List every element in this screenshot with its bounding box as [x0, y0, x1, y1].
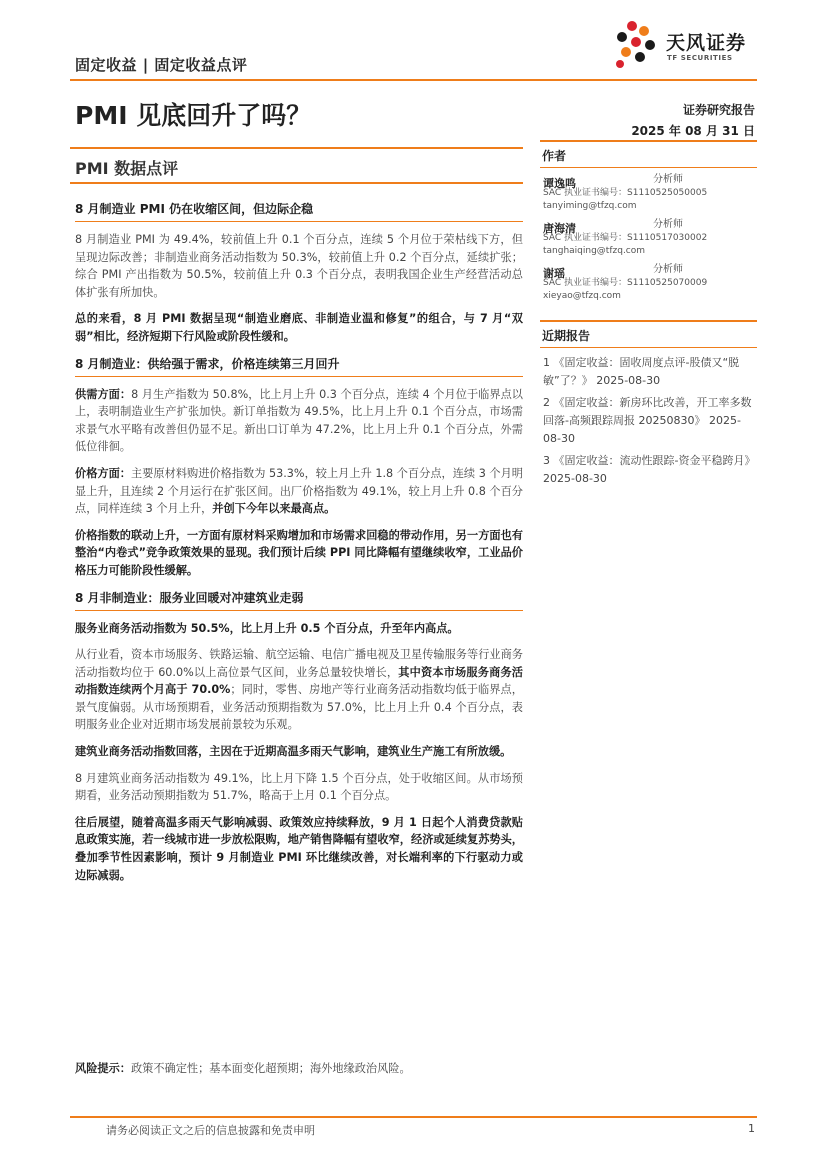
report-category: 固定收益 | 固定收益点评	[75, 56, 248, 74]
report-date: 2025 年 08 月 31 日	[631, 124, 755, 138]
author-cert: SAC 执业证书编号：S1110525050005	[543, 188, 708, 198]
risk-label: 风险提示：	[75, 1062, 131, 1075]
risk-warning	[75, 1060, 411, 1076]
author-name: 谭逸鸣	[543, 177, 576, 190]
subtitle-divider-bottom	[70, 182, 523, 184]
author-row	[543, 262, 757, 280]
section-heading-manufacturing: 8 月制造业 PMI 仍在收缩区间，但边际企稳	[75, 200, 523, 222]
subtitle: PMI 数据点评	[75, 159, 179, 178]
subtitle-divider-top	[70, 147, 523, 149]
page-number: 1	[748, 1122, 755, 1135]
report-link[interactable]: 3 《固定收益：流动性跟踪-资金平稳跨月》 2025-08-30	[543, 454, 756, 485]
paragraph-supply-demand	[75, 386, 523, 456]
authors-title: 作者	[540, 140, 757, 168]
sidebar	[540, 140, 757, 492]
page-title: PMI 见底回升了吗？	[75, 101, 312, 130]
author-row	[543, 217, 757, 235]
author-block	[540, 217, 757, 258]
report-type: 证券研究报告	[682, 103, 755, 117]
disclaimer: 请务必阅读正文之后的信息披露和免责申明	[106, 1124, 315, 1137]
inline-bold: 其中资本市场服务商务活动指数连续两个月高于 70.0%	[75, 665, 523, 697]
paragraph-industries	[75, 646, 523, 734]
paragraph-text: 从行业看，资本市场服务、铁路运输、航空运输、电信广播电视及卫星传输服务等行业商务活动指数均位于 60.0%以上高位景气区间，业务总量较快增长，	[75, 648, 523, 679]
tf-securities-logo-icon	[610, 18, 662, 70]
author-email[interactable]: tanyiming@tfzq.com	[543, 201, 637, 211]
footer-divider	[70, 1116, 757, 1118]
author-row	[543, 172, 757, 190]
paragraph: 8 月制造业 PMI 为 49.4%，较前值上升 0.1 个百分点，连续 5 个月位于荣枯线下方，但呈现边际改善；非制造业商务活动指数为 50.3%，较前值上升 0.2 个百分点，延续扩张；综合 PMI 产出指数为 50.5%，较前值上升 0.3 个百分点，表明我国企业生产经营活动总体扩张有所加快。	[75, 233, 523, 299]
bold-paragraph: 价格指数的联动上升，一方面有原材料采购增加和市场需求回稳的带动作用，另一方面也有整治“内卷式”竞争政策效果的显现。我们预计后续 PPI 同比降幅有望继续收窄，工业品价格压力可能阶段性缓解。	[75, 528, 523, 577]
author-email[interactable]: xieyao@tfzq.com	[543, 291, 621, 301]
recent-reports-title: 近期报告	[540, 320, 757, 348]
report-link[interactable]: 1 《固定收益：固收周度点评-股债又“脱敏”了？》 2025-08-30	[543, 356, 740, 387]
author-role: 分析师	[653, 264, 683, 275]
risk-text: 政策不确定性；基本面变化超预期；海外地缘政治风险。	[130, 1062, 411, 1075]
paragraph-text: ；同时，零售、房地产等行业商务活动指数均低于临界点，景气度偏弱。从市场预期看，业务活动预期指数为 57.0%，比上月上升 0.4 个百分点，表明服务业企业对近期市场发展前景较为乐观。	[75, 683, 523, 732]
main-content	[75, 200, 523, 893]
section-heading-supply-demand: 8 月制造业：供给强于需求，价格连续第三月回升	[75, 355, 523, 377]
paragraph: 8 月建筑业商务活动指数为 49.1%，比上月下降 1.5 个百分点，处于收缩区间。从市场预期看，业务活动预期指数为 51.7%，略高于上月 0.1 个百分点。	[75, 771, 523, 803]
logo-text: 天风证券	[666, 32, 747, 54]
author-block	[540, 262, 757, 303]
bold-paragraph: 服务业商务活动指数为 50.5%，比上月上升 0.5 个百分点，升至年内高点。	[75, 621, 459, 635]
logo-subtext: TF SECURITIES	[667, 54, 733, 62]
paragraph-text: 8 月生产指数为 50.8%，比上月上升 0.3 个百分点，连续 4 个月位于临界点以上，表明制造业生产扩张加快。新订单指数为 49.5%，比上月上升 0.1 个百分点，市场需求景气水平略有改善但仍显不足。新出口订单为 47.2%，比上月上升 0.1 个百分点，外需低位徘徊。	[75, 387, 523, 454]
inline-bold: 并创下今年以来最高点。	[212, 502, 336, 516]
recent-reports-list	[540, 348, 757, 488]
section-heading-non-manufacturing: 8 月非制造业：服务业回暖对冲建筑业走弱	[75, 589, 523, 611]
author-block	[540, 172, 757, 213]
author-role: 分析师	[653, 174, 683, 185]
bold-paragraph: 建筑业商务活动指数回落，主因在于近期高温多雨天气影响，建筑业生产施工有所放缓。	[75, 745, 512, 759]
author-name: 谢瑶	[543, 267, 565, 280]
author-cert: SAC 执业证书编号：S1110517030002	[543, 233, 708, 243]
summary-paragraph: 总的来看，8 月 PMI 数据呈现“制造业磨底、非制造业温和修复”的组合，与 7 月“双弱”相比，经济短期下行风险或阶段性缓和。	[75, 312, 523, 343]
report-link[interactable]: 2 《固定收益：新房环比改善，开工率多数回落-高频跟踪周报 20250830》 2025-08-30	[543, 396, 752, 445]
inline-label: 供需方面：	[75, 387, 132, 401]
paragraph-text: 主要原材料购进价格指数为 53.3%，较上月上升 1.8 个百分点，连续 3 个月明显上升，且连续 2 个月运行在扩张区间。出厂价格指数为 49.1%，较上月上升 0.8 个百分点，同样连续 3 个月上升，	[75, 466, 523, 516]
paragraph-price	[75, 465, 523, 518]
author-role: 分析师	[653, 219, 683, 230]
inline-label: 价格方面：	[75, 466, 132, 480]
outlook-paragraph: 往后展望，随着高温多雨天气影响减弱、政策效应持续释放，9 月 1 日起个人消费贷款贴息政策实施，若一线城市进一步放松限购，地产销售降幅有望收窄，经济或延续复苏势头，叠加季节性因素影响，预计 9 月制造业 PMI 环比继续改善，对长端利率的下行驱动力或边际减弱。	[75, 815, 523, 882]
tf-securities-logo	[610, 18, 770, 70]
author-email[interactable]: tanghaiqing@tfzq.com	[543, 246, 646, 256]
header-divider	[70, 79, 757, 81]
author-cert: SAC 执业证书编号：S1110525070009	[543, 278, 708, 288]
author-name: 唐海清	[543, 222, 576, 235]
